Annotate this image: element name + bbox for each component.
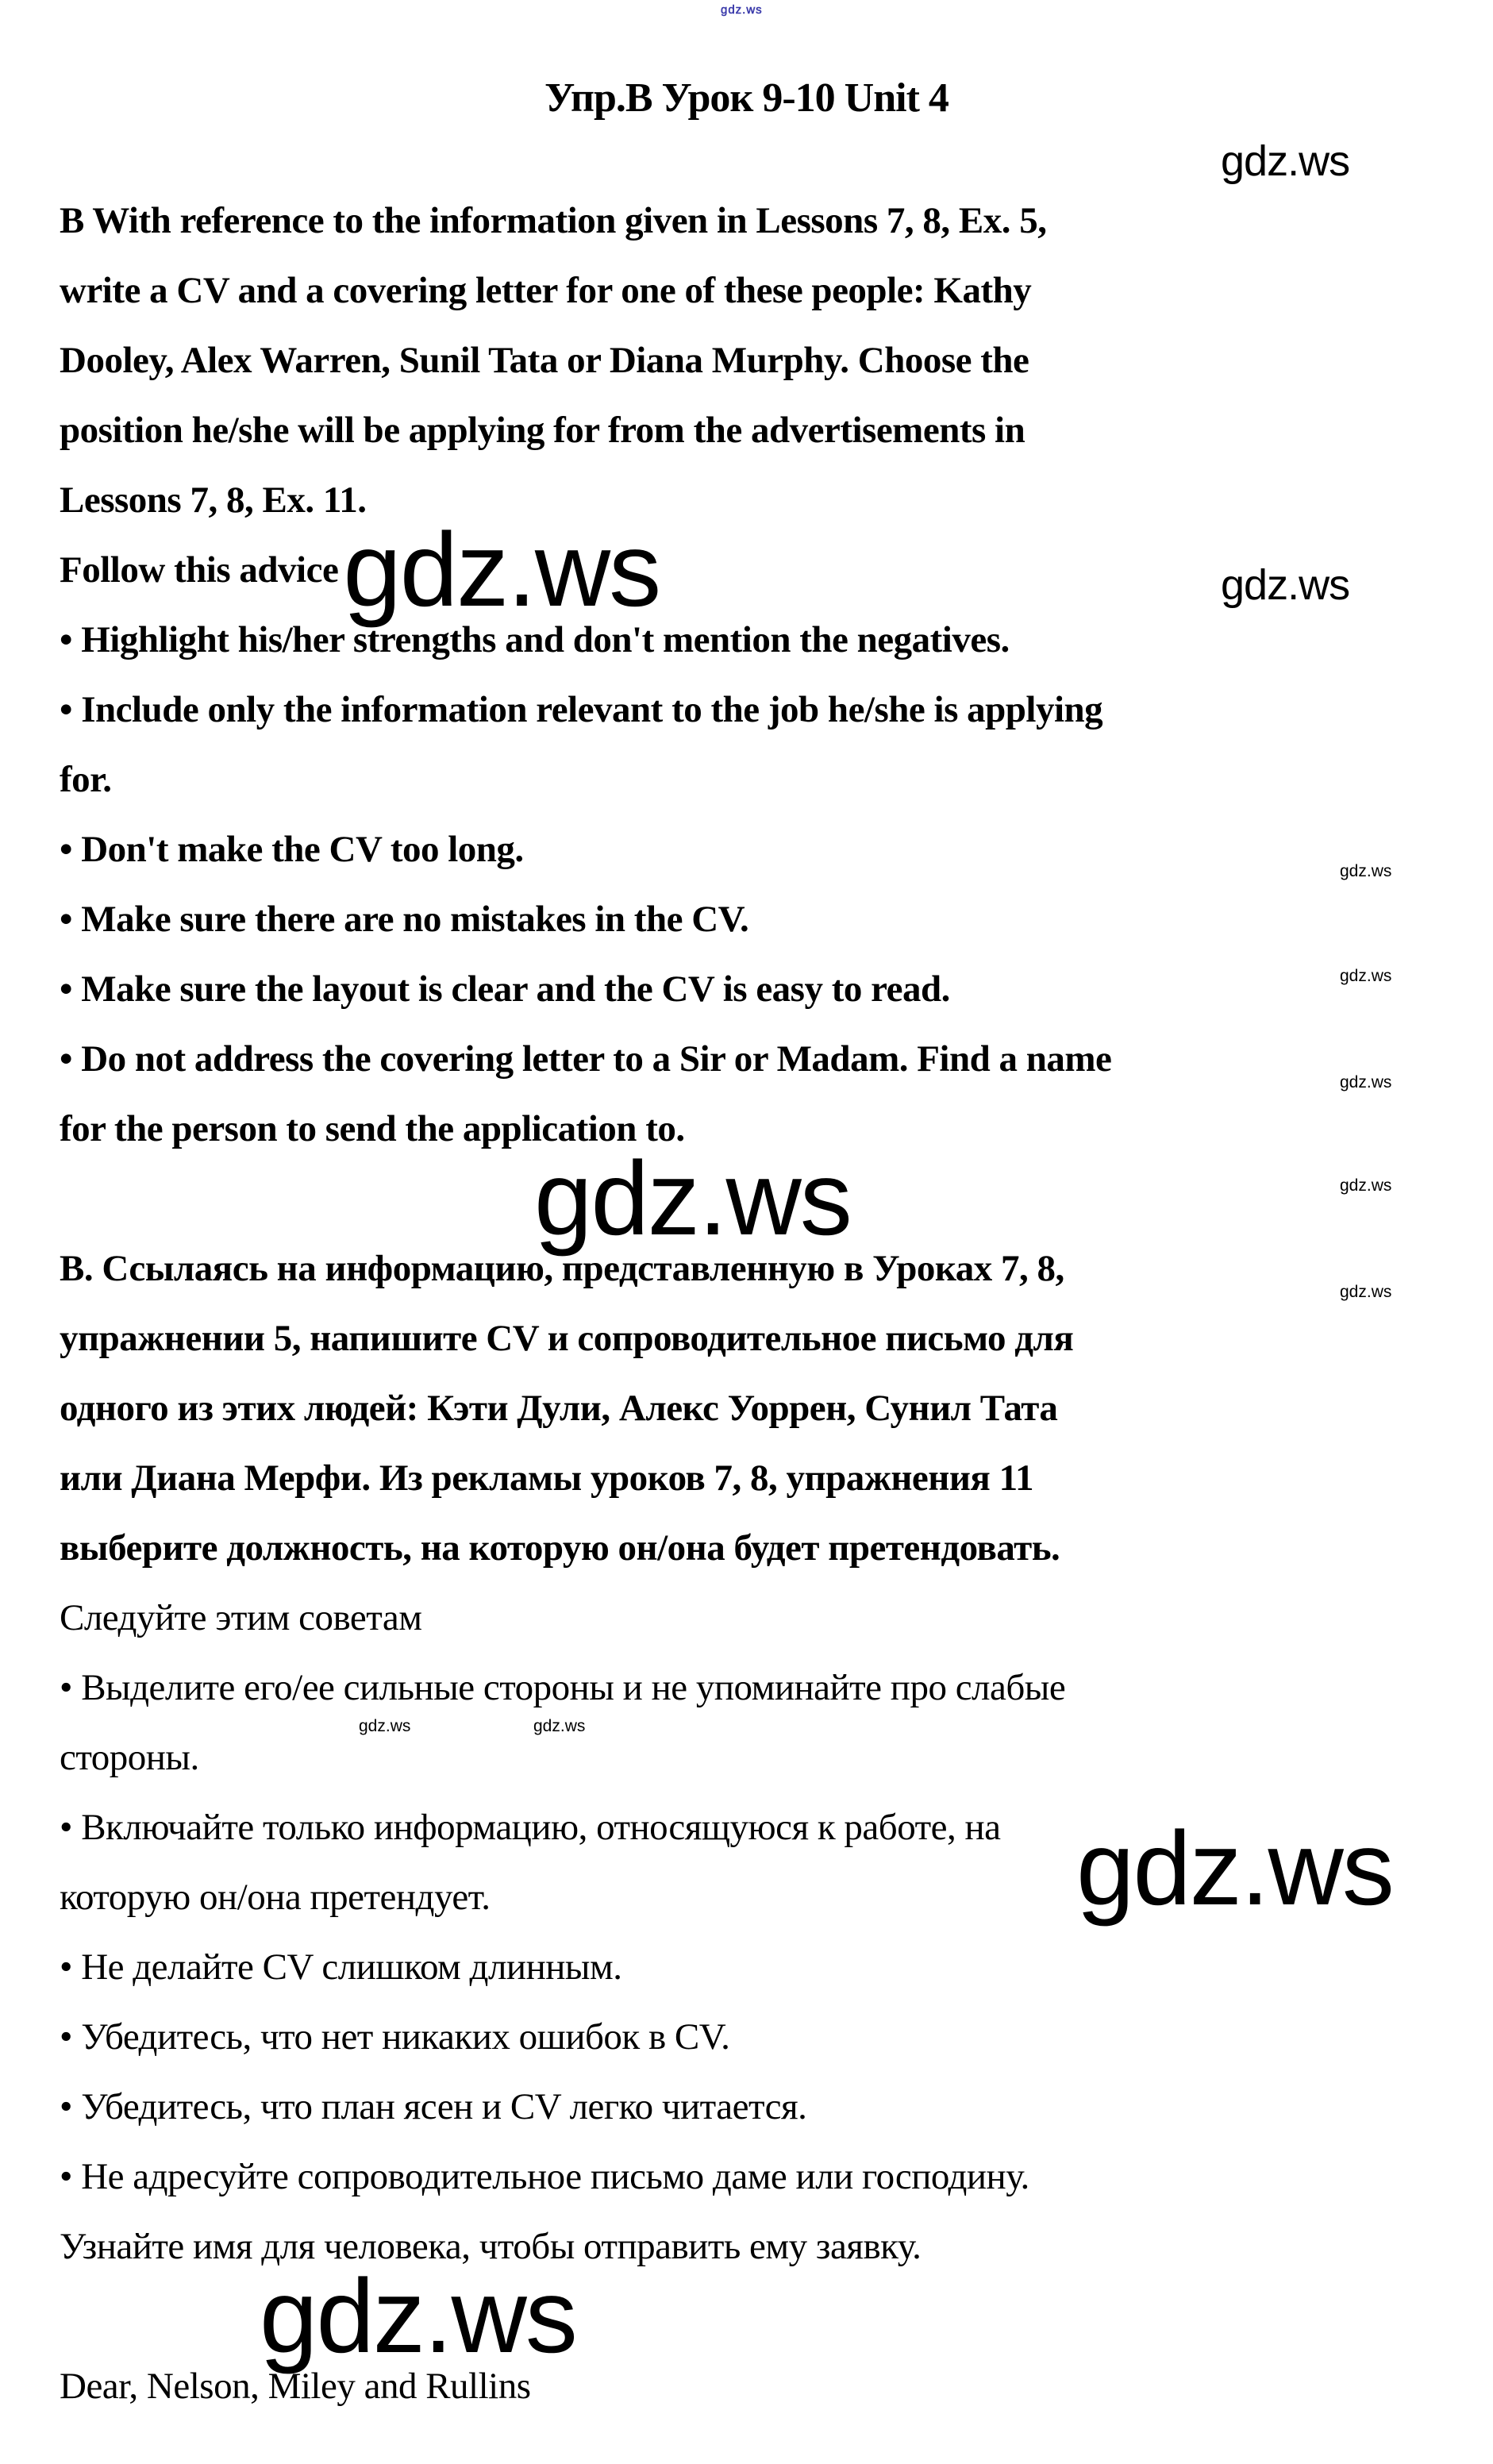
task-ru-line: одного из этих людей: Кэти Дули, Алекс Уоррен, Сунил Тата [60,1388,1058,1429]
task-ru-line: упражнении 5, напишите CV и сопроводительное письмо для [60,1318,1074,1359]
gdz-watermark-large: gdz.ws [343,511,660,628]
task-ru-line: или Диана Мерфи. Из рекламы уроков 7, 8, упражнения 11 [60,1457,1034,1499]
gdz-watermark-top: gdz.ws [721,3,763,17]
bullet-ru: • Убедитесь, что план ясен и CV легко читается. [60,2086,807,2127]
gdz-watermark-medium: gdz.ws [1221,561,1350,609]
bullet-en: • Include only the information relevant to the job he/she is applying [60,689,1103,730]
bullet-ru: • Включайте только информацию, относящуюся к работе, на [60,1807,1001,1848]
gdz-watermark-large: gdz.ws [1076,1810,1393,1927]
bullet-ru: • Убедитесь, что нет никаких ошибок в CV. [60,2016,730,2058]
bullet-ru: • Не адресуйте сопроводительное письмо даме или господину. [60,2156,1029,2197]
gdz-watermark-small: gdz.ws [1340,862,1392,880]
bullet-ru: Узнайте имя для человека, чтобы отправить ему заявку. [60,2226,922,2267]
gdz-watermark-small: gdz.ws [1340,967,1392,985]
gdz-watermark-small: gdz.ws [1340,1176,1392,1195]
advice-label-ru: Следуйте этим советам [60,1597,422,1638]
page-title: Упр.В Урок 9-10 Unit 4 [544,75,949,121]
gdz-watermark-small: gdz.ws [1340,1283,1392,1301]
gdz-watermark-small: gdz.ws [359,1717,411,1735]
gdz-watermark-large: gdz.ws [260,2258,576,2374]
task-en-line: write a CV and a covering letter for one of these people: Kathy [60,270,1032,311]
bullet-en: • Do not address the covering letter to a Sir or Madam. Find a name [60,1038,1112,1080]
task-en-advice-line [60,511,1480,628]
gdz-watermark-small: gdz.ws [1340,1073,1392,1091]
gdz-watermark-large: gdz.ws [534,1140,851,1257]
bullet-en: for. [60,759,112,800]
task-text [60,186,1480,2421]
bullet-ru: • Выделите его/ее сильные стороны и не упоминайте про слабые [60,1667,1066,1708]
gdz-watermark-small: gdz.ws [533,1717,586,1735]
footer-note: Dear, Nelson, Miley and Rullins [60,2366,531,2407]
bullet-en: for the person to send the application to. [60,1108,685,1149]
bullet-en: • Make sure the layout is clear and the CV is easy to read. [60,968,950,1010]
advice-label-en: Follow this advice [60,549,339,591]
bullet-en: • Don't make the CV too long. [60,829,524,870]
bullet-ru: которую он/она претендует. [60,1877,491,1918]
task-en-line: position he/she will be applying for from the advertisements in [60,410,1025,451]
bullet-en: • Make sure there are no mistakes in the CV. [60,899,749,940]
task-ru-line: В. Ссылаясь на информацию, представленную в Уроках 7, 8, [60,1248,1064,1289]
bullet-en: • Highlight his/her strengths and don't mention the negatives. [60,619,1010,660]
gdz-watermark-medium: gdz.ws [1221,137,1350,185]
task-en-line: B With reference to the information given in Lessons 7, 8, Ex. 5, [60,200,1047,241]
bullet-ru: • Не делайте CV слишком длинным. [60,1946,622,1988]
bullet-ru: стороны. [60,1737,199,1778]
task-en-line: Dooley, Alex Warren, Sunil Tata or Diana Murphy. Choose the [60,340,1029,381]
task-ru-line: выберите должность, на которую он/она будет претендовать. [60,1527,1060,1569]
task-en-line: Lessons 7, 8, Ex. 11. [60,479,367,521]
